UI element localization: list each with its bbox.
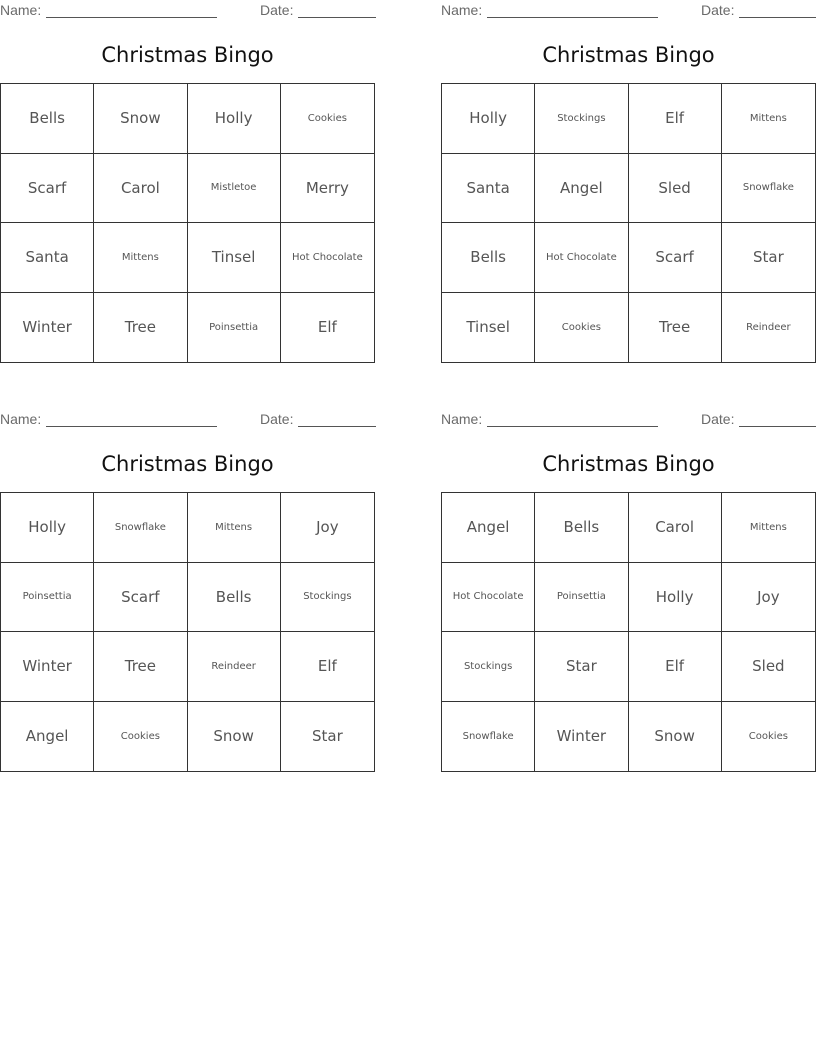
bingo-cell[interactable]: Elf (629, 632, 722, 702)
date-field-line[interactable] (298, 17, 376, 18)
date-field-line[interactable] (298, 426, 376, 427)
card-title: Christmas Bingo (542, 43, 715, 67)
bingo-grid (441, 83, 816, 363)
bingo-card-3 (0, 409, 375, 789)
bingo-cell[interactable]: Sled (722, 632, 815, 702)
bingo-cell[interactable]: Scarf (629, 223, 722, 293)
name-field-line[interactable] (46, 426, 217, 427)
bingo-cell[interactable]: Angel (535, 154, 628, 224)
bingo-cell[interactable]: Sled (629, 154, 722, 224)
bingo-cell[interactable]: Cookies (748, 730, 788, 742)
bingo-cell[interactable]: Scarf (1, 154, 94, 224)
bingo-cell[interactable]: Reindeer (188, 632, 281, 702)
bingo-cell[interactable]: Bells (188, 563, 281, 633)
bingo-card-1 (0, 0, 375, 380)
bingo-cell[interactable]: Winter (535, 702, 628, 772)
bingo-cell[interactable]: Star (535, 632, 628, 702)
bingo-cell[interactable]: Hot Chocolate (442, 563, 535, 633)
date-field-line[interactable] (739, 426, 816, 427)
bingo-cell[interactable]: Bells (1, 84, 94, 154)
bingo-cell[interactable]: Cookies (281, 84, 374, 154)
bingo-cell[interactable]: Tree (629, 293, 722, 363)
card-title: Christmas Bingo (542, 452, 715, 476)
bingo-grid (441, 492, 816, 772)
bingo-cell[interactable]: Holly (1, 493, 94, 563)
bingo-cell[interactable]: Stockings (281, 563, 374, 633)
bingo-cell[interactable]: Poinsettia (188, 293, 281, 363)
bingo-cell[interactable]: Scarf (94, 563, 187, 633)
bingo-cell[interactable]: Stockings (535, 84, 628, 154)
bingo-cell[interactable]: Joy (281, 493, 374, 563)
bingo-cell[interactable]: Santa (442, 154, 535, 224)
bingo-cell[interactable]: Reindeer (746, 321, 791, 333)
bingo-cell[interactable]: Holly (442, 84, 535, 154)
bingo-cell[interactable]: Holly (629, 563, 722, 633)
name-label: Name: (0, 2, 42, 18)
name-field-line[interactable] (487, 17, 658, 18)
bingo-grid (0, 492, 375, 772)
card-title: Christmas Bingo (101, 43, 274, 67)
bingo-cell[interactable]: Snowflake (442, 702, 535, 772)
name-label: Name: (0, 411, 42, 427)
bingo-cell[interactable]: Elf (281, 632, 374, 702)
card-header (0, 2, 375, 18)
bingo-cell[interactable]: Star (311, 727, 343, 746)
bingo-cell[interactable]: Winter (1, 632, 94, 702)
bingo-cell[interactable]: Cookies (94, 702, 187, 772)
bingo-cell[interactable]: Star (722, 223, 815, 293)
bingo-cell[interactable]: Tinsel (188, 223, 281, 293)
bingo-cell[interactable]: Mistletoe (188, 154, 281, 224)
bingo-cell[interactable]: Joy (722, 563, 815, 633)
bingo-cell[interactable]: Snow (94, 84, 187, 154)
bingo-cell[interactable]: Mittens (188, 493, 281, 563)
bingo-cell[interactable]: Hot Chocolate (281, 223, 374, 293)
date-label: Date: (260, 2, 294, 18)
bingo-cell[interactable]: Elf (629, 84, 722, 154)
date-label: Date: (701, 411, 735, 427)
bingo-cell[interactable]: Mittens (94, 223, 187, 293)
date-label: Date: (701, 2, 735, 18)
bingo-cell[interactable]: Cookies (535, 293, 628, 363)
card-title: Christmas Bingo (101, 452, 274, 476)
name-field-line[interactable] (487, 426, 658, 427)
bingo-cell[interactable]: Bells (442, 223, 535, 293)
name-label: Name: (441, 411, 483, 427)
bingo-cell[interactable]: Snowflake (722, 154, 815, 224)
bingo-cell[interactable]: Holly (188, 84, 281, 154)
bingo-cell[interactable]: Angel (1, 702, 94, 772)
card-header (441, 411, 816, 427)
bingo-cell[interactable]: Mittens (722, 84, 815, 154)
bingo-cell[interactable]: Hot Chocolate (535, 223, 628, 293)
bingo-cell[interactable]: Bells (535, 493, 628, 563)
bingo-cell[interactable]: Tree (94, 293, 187, 363)
bingo-cell[interactable]: Carol (94, 154, 187, 224)
name-field-line[interactable] (46, 17, 217, 18)
bingo-cell[interactable]: Carol (629, 493, 722, 563)
bingo-cell[interactable]: Winter (1, 293, 94, 363)
bingo-cell[interactable]: Merry (281, 154, 374, 224)
card-header (441, 2, 816, 18)
bingo-cell[interactable]: Snowflake (94, 493, 187, 563)
bingo-cell[interactable]: Snow (188, 702, 281, 772)
bingo-cell[interactable]: Santa (1, 223, 94, 293)
bingo-cell[interactable]: Stockings (442, 632, 535, 702)
bingo-cell[interactable]: Tree (94, 632, 187, 702)
bingo-cell[interactable]: Poinsettia (535, 563, 628, 633)
date-label: Date: (260, 411, 294, 427)
bingo-card-4 (441, 409, 816, 789)
bingo-cell[interactable]: Snow (629, 702, 722, 772)
name-label: Name: (441, 2, 483, 18)
bingo-cell[interactable]: Elf (317, 318, 337, 337)
date-field-line[interactable] (739, 17, 816, 18)
card-header (0, 411, 375, 427)
bingo-cell[interactable]: Tinsel (442, 293, 535, 363)
bingo-card-2 (441, 0, 816, 380)
bingo-cell[interactable]: Angel (442, 493, 535, 563)
bingo-cell[interactable]: Poinsettia (1, 563, 94, 633)
bingo-grid (0, 83, 375, 363)
bingo-cell[interactable]: Mittens (722, 493, 815, 563)
